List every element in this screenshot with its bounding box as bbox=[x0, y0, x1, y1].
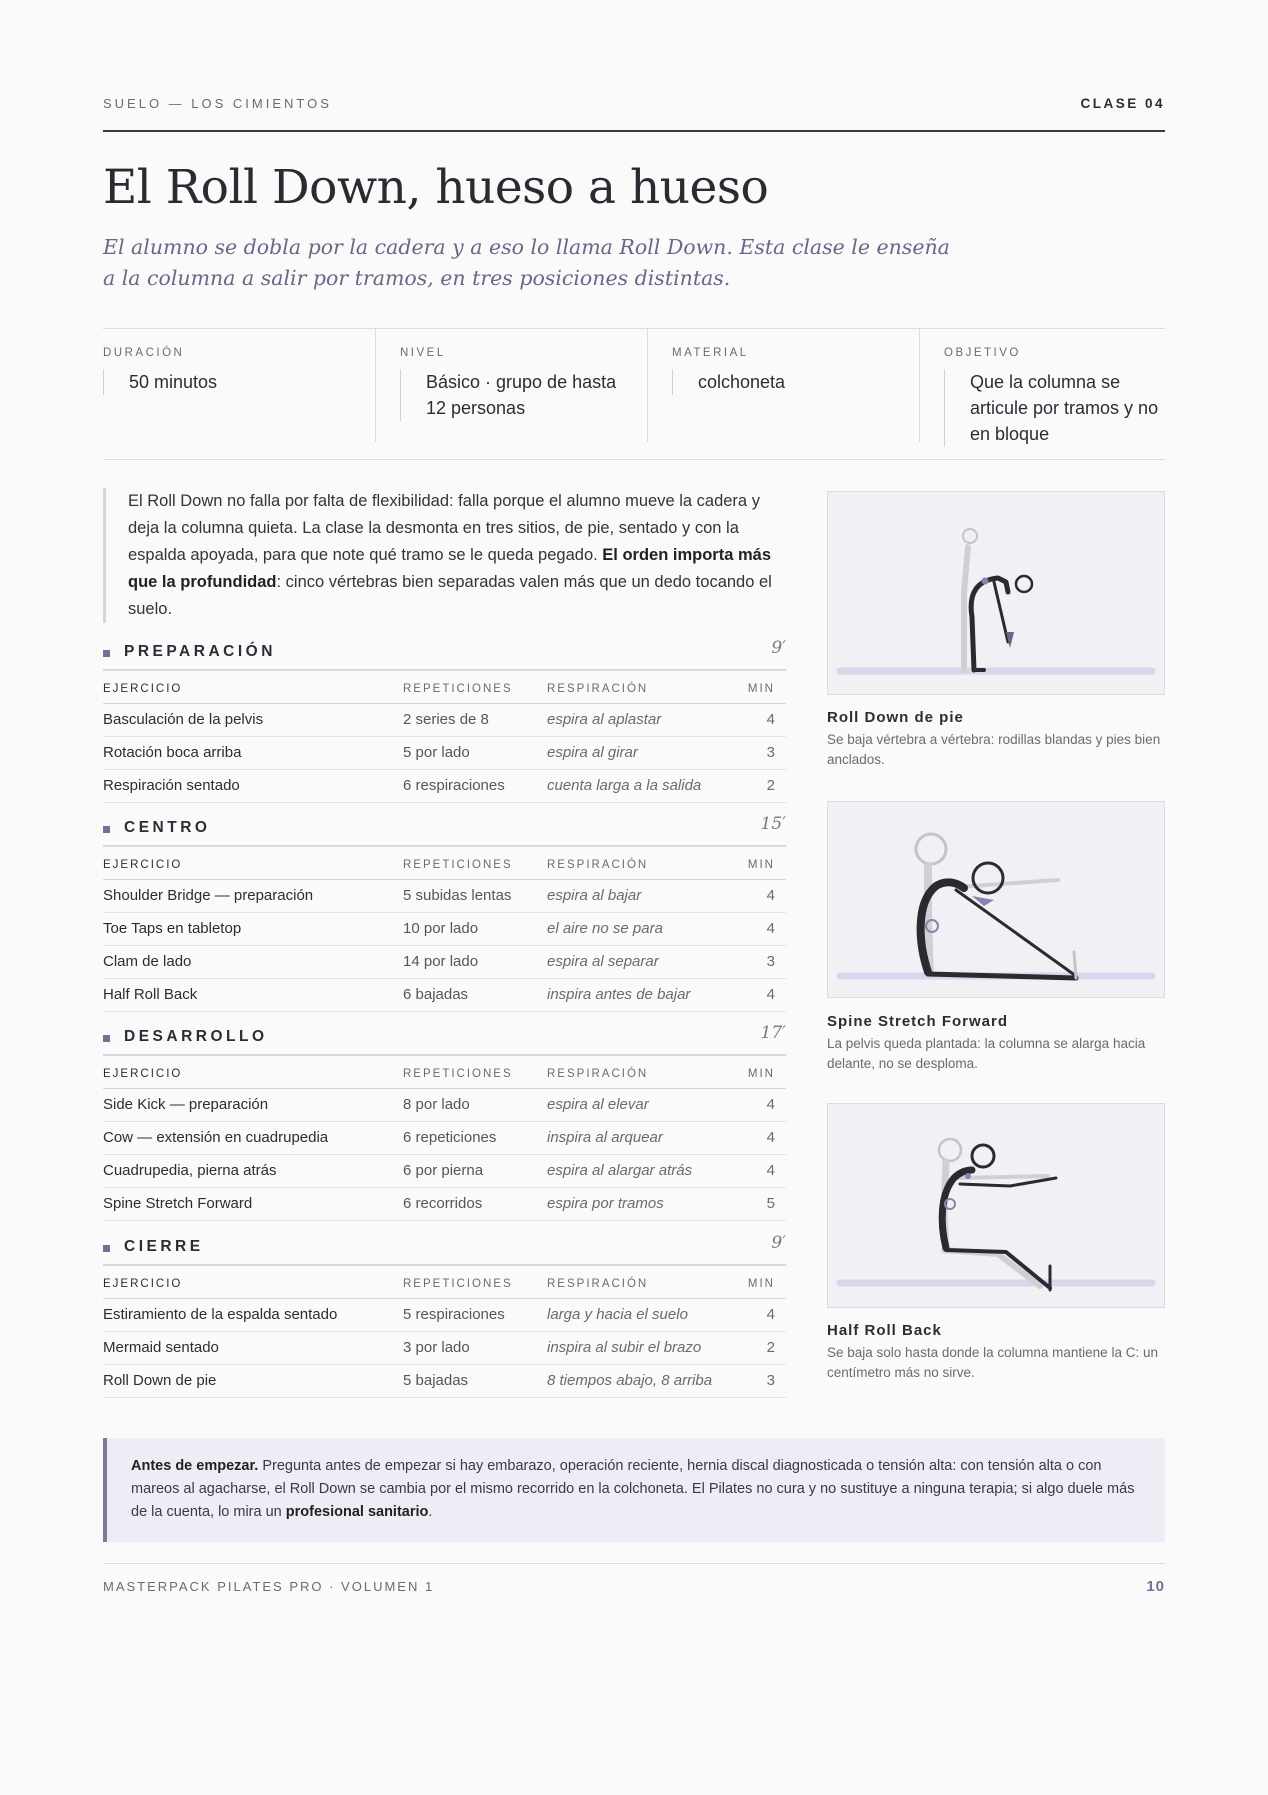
meta-material bbox=[647, 329, 919, 442]
table-row bbox=[103, 1188, 786, 1221]
section-name: CENTRO bbox=[124, 819, 211, 836]
section-preparacion bbox=[103, 638, 786, 803]
half-roll-back-figure-icon bbox=[828, 1104, 1164, 1307]
meta-duration bbox=[103, 329, 373, 442]
cell-respiracion: cuenta larga a la salida bbox=[547, 777, 702, 794]
section-header bbox=[103, 638, 786, 671]
col-min: MIN bbox=[747, 1068, 775, 1080]
cell-ejercicio: Estiramiento de la espalda sentado bbox=[103, 1306, 338, 1323]
col-ejercicio: EJERCICIO bbox=[103, 859, 183, 871]
cell-min: 3 bbox=[766, 1372, 775, 1389]
cell-min: 2 bbox=[766, 777, 775, 794]
table-row bbox=[103, 946, 786, 979]
cell-repeticiones: 10 por lado bbox=[403, 920, 479, 937]
col-repeticiones: REPETICIONES bbox=[403, 859, 513, 871]
note-end: . bbox=[428, 1504, 433, 1520]
table-header bbox=[103, 847, 786, 880]
class-number: CLASE 04 bbox=[1080, 96, 1165, 111]
section-header bbox=[103, 814, 786, 847]
table-row bbox=[103, 704, 786, 737]
table-row bbox=[103, 1365, 786, 1398]
cell-min: 4 bbox=[766, 1129, 775, 1146]
meta-value: Que la columna se articule por tramos y no en bloque bbox=[944, 369, 1166, 447]
cell-ejercicio: Toe Taps en tabletop bbox=[103, 920, 242, 937]
intro-text-end: : cinco vértebras bien separadas valen más que un dedo tocando el suelo. bbox=[128, 573, 772, 618]
cell-ejercicio: Cow — extensión en cuadrupedia bbox=[103, 1129, 329, 1146]
section-name: CIERRE bbox=[124, 1238, 204, 1255]
table-row bbox=[103, 737, 786, 770]
intro-emphasis: El orden importa más que la profundidad bbox=[128, 546, 772, 591]
square-bullet-icon bbox=[103, 826, 110, 833]
table-row bbox=[103, 1299, 786, 1332]
cell-repeticiones: 14 por lado bbox=[403, 953, 479, 970]
section-desarrollo bbox=[103, 1023, 786, 1221]
cell-respiracion: espira por tramos bbox=[547, 1195, 664, 1212]
section-minutes: 9′ bbox=[771, 1233, 786, 1253]
note-lead: Antes de empezar. bbox=[131, 1458, 259, 1474]
table-row bbox=[103, 770, 786, 803]
cell-ejercicio: Respiración sentado bbox=[103, 777, 240, 794]
square-bullet-icon bbox=[103, 1245, 110, 1252]
page-number: 10 bbox=[1146, 1578, 1165, 1595]
cell-min: 4 bbox=[766, 986, 775, 1003]
cell-respiracion: espira al bajar bbox=[547, 887, 642, 904]
cell-ejercicio: Roll Down de pie bbox=[103, 1372, 217, 1389]
meta-objective bbox=[919, 329, 1165, 442]
cell-repeticiones: 3 por lado bbox=[403, 1339, 470, 1356]
figure-spine-stretch bbox=[827, 801, 1165, 998]
cell-min: 4 bbox=[766, 711, 775, 728]
footer-publication: MASTERPACK PILATES PRO · VOLUMEN 1 bbox=[103, 1579, 435, 1594]
cell-min: 4 bbox=[766, 887, 775, 904]
col-respiracion: RESPIRACIÓN bbox=[547, 859, 649, 871]
meta-label: NIVEL bbox=[400, 347, 446, 359]
figure-title: Spine Stretch Forward bbox=[827, 1013, 1009, 1030]
figure-roll-down bbox=[827, 491, 1165, 695]
cell-repeticiones: 8 por lado bbox=[403, 1096, 470, 1113]
cell-ejercicio: Mermaid sentado bbox=[103, 1339, 219, 1356]
col-min: MIN bbox=[747, 683, 775, 695]
cell-respiracion: 8 tiempos abajo, 8 arriba bbox=[547, 1372, 713, 1389]
meta-label: DURACIÓN bbox=[103, 347, 185, 359]
col-respiracion: RESPIRACIÓN bbox=[547, 683, 649, 695]
table-row bbox=[103, 880, 786, 913]
cell-repeticiones: 5 bajadas bbox=[403, 1372, 469, 1389]
col-min: MIN bbox=[747, 859, 775, 871]
section-name: DESARROLLO bbox=[124, 1028, 268, 1045]
meta-level bbox=[375, 329, 647, 442]
col-ejercicio: EJERCICIO bbox=[103, 683, 183, 695]
cell-repeticiones: 2 series de 8 bbox=[403, 711, 489, 728]
cell-repeticiones: 6 por pierna bbox=[403, 1162, 484, 1179]
col-repeticiones: REPETICIONES bbox=[403, 683, 513, 695]
cell-respiracion: espira al elevar bbox=[547, 1096, 649, 1113]
cell-respiracion: inspira antes de bajar bbox=[547, 986, 691, 1003]
col-repeticiones: REPETICIONES bbox=[403, 1278, 513, 1290]
col-min: MIN bbox=[747, 1278, 775, 1290]
note-emphasis: profesional sanitario bbox=[285, 1504, 429, 1520]
cell-ejercicio: Clam de lado bbox=[103, 953, 192, 970]
cell-repeticiones: 5 subidas lentas bbox=[403, 887, 512, 904]
col-respiracion: RESPIRACIÓN bbox=[547, 1068, 649, 1080]
figure-caption: Se baja solo hasta donde la columna mantiene la C: un centímetro más no sirve. bbox=[827, 1345, 1158, 1380]
cell-min: 4 bbox=[766, 1096, 775, 1113]
table-header bbox=[103, 671, 786, 704]
figure-half-roll-back bbox=[827, 1103, 1165, 1308]
table-row bbox=[103, 1089, 786, 1122]
meta-value: Básico · grupo de hasta 12 personas bbox=[400, 369, 632, 421]
section-minutes: 17′ bbox=[760, 1023, 786, 1043]
cell-respiracion: larga y hacia el suelo bbox=[547, 1306, 688, 1323]
table-row bbox=[103, 1155, 786, 1188]
cell-repeticiones: 5 por lado bbox=[403, 744, 470, 761]
warning-note bbox=[103, 1438, 1165, 1542]
col-ejercicio: EJERCICIO bbox=[103, 1068, 183, 1080]
cell-ejercicio: Basculación de la pelvis bbox=[103, 711, 264, 728]
cell-ejercicio: Spine Stretch Forward bbox=[103, 1195, 253, 1212]
cell-respiracion: inspira al subir el brazo bbox=[547, 1339, 702, 1356]
intro-text: El Roll Down no falla por falta de flexibilidad: falla porque el alumno mueve la cadera y deja la columna quieta. La clase la desmonta en tres sitios, de pie, sentado y con la espalda apoyada, para que note qué tramo se le queda pegado. bbox=[128, 492, 760, 564]
note-text: Pregunta antes de empezar si hay embarazo, operación reciente, hernia discal diagnosticada o tensión alta: con tensión alta o con mareos al agacharse, el Roll Down se cambia por el mismo recorrido en la colchoneta. El Pilates no cura y no sustituye a ninguna terapia; si algo duele más de la cuenta, lo mira un bbox=[131, 1458, 1135, 1520]
section-name: PREPARACIÓN bbox=[124, 643, 276, 660]
cell-respiracion: el aire no se para bbox=[547, 920, 663, 937]
cell-respiracion: inspira al arquear bbox=[547, 1129, 663, 1146]
col-ejercicio: EJERCICIO bbox=[103, 1278, 183, 1290]
cell-respiracion: espira al separar bbox=[547, 953, 659, 970]
cell-ejercicio: Shoulder Bridge — preparación bbox=[103, 887, 314, 904]
intro-paragraph bbox=[103, 488, 786, 623]
cell-repeticiones: 6 repeticiones bbox=[403, 1129, 497, 1146]
meta-value: colchoneta bbox=[672, 369, 904, 395]
cell-min: 2 bbox=[766, 1339, 775, 1356]
section-kicker: SUELO — LOS CIMIENTOS bbox=[103, 96, 332, 111]
cell-min: 5 bbox=[766, 1195, 775, 1212]
cell-min: 4 bbox=[766, 1162, 775, 1179]
spine-stretch-figure-icon bbox=[828, 802, 1164, 997]
meta-label: MATERIAL bbox=[672, 347, 749, 359]
table-row bbox=[103, 979, 786, 1012]
cell-min: 3 bbox=[766, 953, 775, 970]
cell-repeticiones: 6 bajadas bbox=[403, 986, 469, 1003]
figure-title: Half Roll Back bbox=[827, 1322, 942, 1339]
cell-min: 4 bbox=[766, 920, 775, 937]
running-header bbox=[103, 96, 1165, 132]
col-respiracion: RESPIRACIÓN bbox=[547, 1278, 649, 1290]
square-bullet-icon bbox=[103, 650, 110, 657]
roll-down-figure-icon bbox=[828, 492, 1164, 694]
cell-min: 4 bbox=[766, 1306, 775, 1323]
section-minutes: 9′ bbox=[771, 638, 786, 658]
table-header bbox=[103, 1056, 786, 1089]
cell-ejercicio: Rotación boca arriba bbox=[103, 744, 242, 761]
cell-min: 3 bbox=[766, 744, 775, 761]
cell-repeticiones: 6 respiraciones bbox=[403, 777, 505, 794]
table-row bbox=[103, 1332, 786, 1365]
square-bullet-icon bbox=[103, 1035, 110, 1042]
section-header bbox=[103, 1233, 786, 1266]
section-centro bbox=[103, 814, 786, 1012]
cell-repeticiones: 5 respiraciones bbox=[403, 1306, 505, 1323]
page-subtitle: El alumno se dobla por la cadera y a eso lo llama Roll Down. Esta clase le enseña a la columna a salir por tramos, en tres posiciones distintas. bbox=[103, 235, 950, 290]
meta-value: 50 minutos bbox=[103, 369, 358, 395]
class-meta bbox=[103, 328, 1165, 460]
col-repeticiones: REPETICIONES bbox=[403, 1068, 513, 1080]
cell-ejercicio: Half Roll Back bbox=[103, 986, 198, 1003]
cell-respiracion: espira al aplastar bbox=[547, 711, 662, 728]
cell-ejercicio: Side Kick — preparación bbox=[103, 1096, 269, 1113]
figure-caption: Se baja vértebra a vértebra: rodillas blandas y pies bien anclados. bbox=[827, 732, 1161, 767]
cell-repeticiones: 6 recorridos bbox=[403, 1195, 483, 1212]
table-row bbox=[103, 1122, 786, 1155]
table-header bbox=[103, 1266, 786, 1299]
table-row bbox=[103, 913, 786, 946]
section-cierre bbox=[103, 1233, 786, 1398]
section-header bbox=[103, 1023, 786, 1056]
cell-respiracion: espira al girar bbox=[547, 744, 638, 761]
page-footer bbox=[103, 1563, 1165, 1603]
cell-ejercicio: Cuadrupedia, pierna atrás bbox=[103, 1162, 277, 1179]
section-minutes: 15′ bbox=[760, 814, 786, 834]
meta-label: OBJETIVO bbox=[944, 347, 1021, 359]
page-title: El Roll Down, hueso a hueso bbox=[103, 160, 769, 215]
figure-caption: La pelvis queda plantada: la columna se alarga hacia delante, no se desploma. bbox=[827, 1036, 1146, 1071]
figure-title: Roll Down de pie bbox=[827, 709, 964, 726]
cell-respiracion: espira al alargar atrás bbox=[547, 1162, 693, 1179]
